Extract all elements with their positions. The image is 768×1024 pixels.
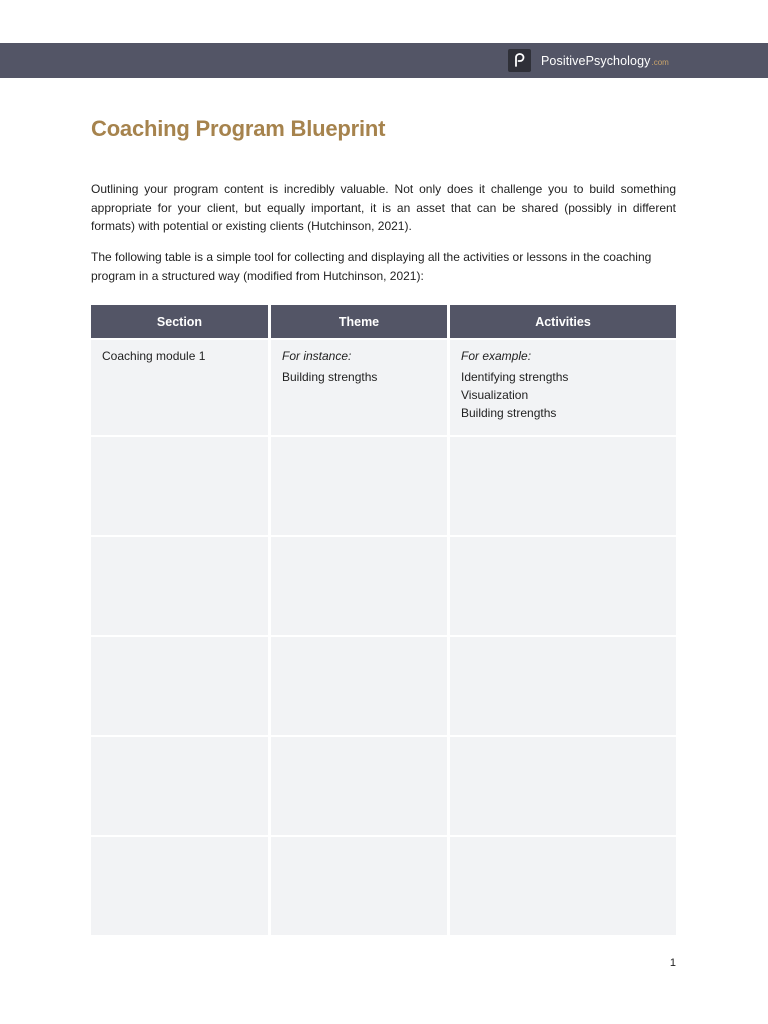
brand[interactable] [508, 49, 669, 72]
theme-cell[interactable] [271, 437, 447, 535]
activity-item: Identifying strengths [461, 370, 569, 384]
theme-cell[interactable] [271, 737, 447, 835]
theme-lead: For instance: [282, 349, 352, 363]
theme-value: Building strengths [282, 370, 378, 384]
activity-item: Building strengths [461, 406, 557, 420]
theme-cell[interactable] [271, 837, 447, 935]
table-intro-paragraph: The following table is a simple tool for collecting and displaying all the activities or lessons in the coaching program in a structured way (modified from Hutchinson, 2021): [91, 250, 652, 283]
table-row [91, 737, 676, 835]
section-cell[interactable] [91, 340, 268, 435]
section-value: Coaching module 1 [102, 349, 206, 363]
table-row [91, 837, 676, 935]
section-cell[interactable] [91, 637, 268, 735]
activity-item: Visualization [461, 388, 529, 402]
activities-cell[interactable] [450, 837, 676, 935]
blueprint-table [88, 303, 679, 937]
brand-name: PositivePsychology [541, 53, 651, 68]
brand-tld: .com [651, 58, 669, 67]
header-bar [0, 43, 768, 78]
section-cell[interactable] [91, 837, 268, 935]
activities-cell[interactable] [450, 437, 676, 535]
table-row [91, 340, 676, 435]
section-cell[interactable] [91, 437, 268, 535]
table-row [91, 437, 676, 535]
header-theme: Theme [271, 305, 447, 338]
table-row [91, 637, 676, 735]
table-header-row [91, 305, 676, 338]
activities-cell[interactable] [450, 737, 676, 835]
intro-paragraph: Outlining your program content is incredibly valuable. Not only does it challenge you to build something appropriate for your client, but equally important, it is an asset that can be shared (possibly in different formats) with potential or existing clients (Hutchinson, 2021). [91, 182, 676, 233]
theme-cell[interactable] [271, 537, 447, 635]
positive-psychology-logo-icon [508, 49, 531, 72]
theme-cell[interactable] [271, 637, 447, 735]
section-cell[interactable] [91, 537, 268, 635]
page-title: Coaching Program Blueprint [91, 116, 386, 141]
activities-lead: For example: [461, 349, 532, 363]
section-cell[interactable] [91, 737, 268, 835]
page-number: 1 [669, 957, 676, 969]
activities-cell[interactable] [450, 537, 676, 635]
header-section: Section [91, 305, 268, 338]
theme-cell[interactable] [271, 340, 447, 435]
activities-cell[interactable] [450, 340, 676, 435]
header-activities: Activities [450, 305, 676, 338]
table-row [91, 537, 676, 635]
activities-cell[interactable] [450, 637, 676, 735]
